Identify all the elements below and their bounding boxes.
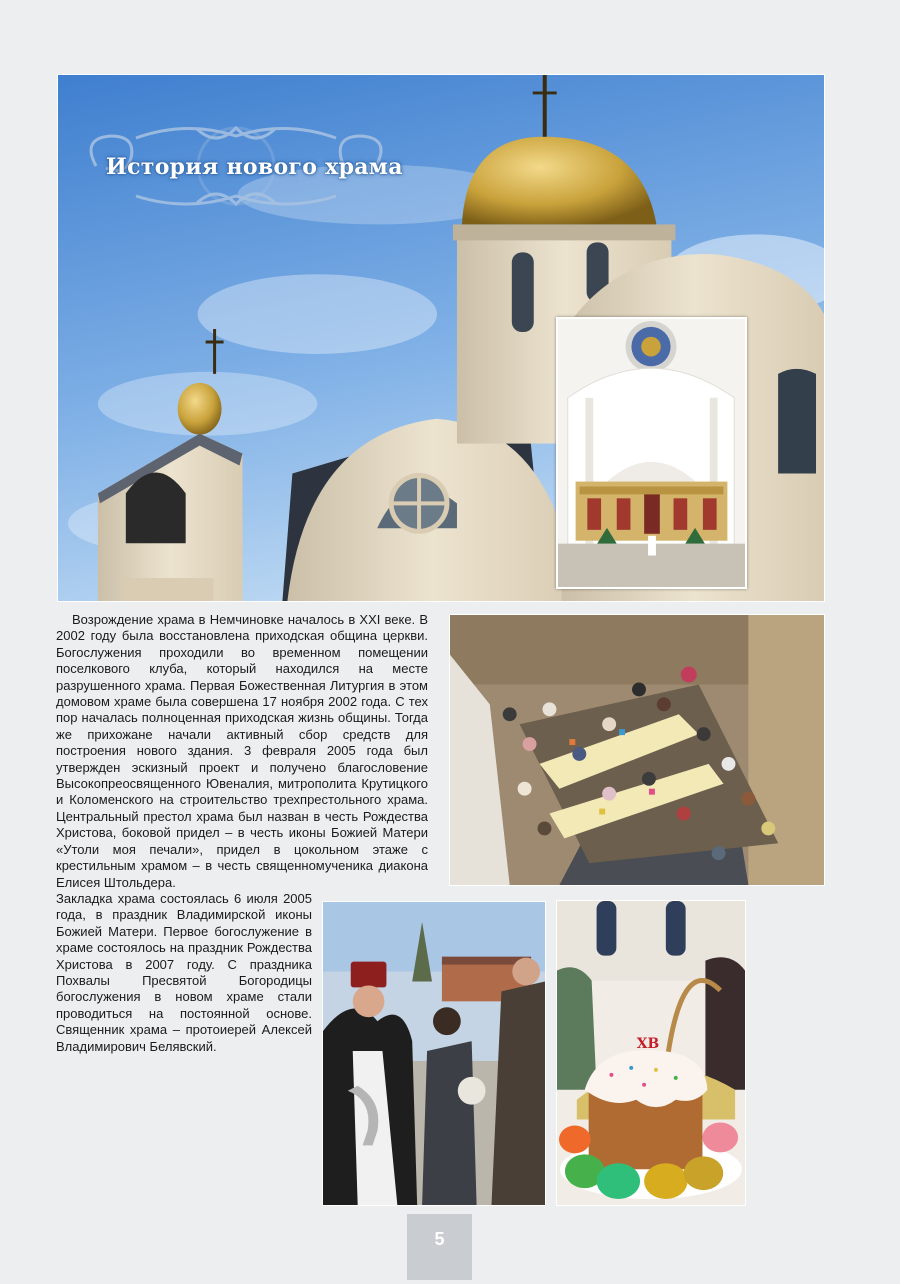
church-interior-photo <box>556 317 747 589</box>
article-paragraph: Возрождение храма в Немчиновке началось в XXI веке. В 2002 году была восстановлена приходская община церкви. Богослужения проходили во временном помещении поселкового клуба, который находился на месте разрушенного храма. Первая Божественная Литургия в этом домовом храме была совершена 17 ноября 2002 года. С тех пор началась полноценная приходская жизнь общины. Тогда же прихожане начали активный сбор средств для построения нового здания. 3 февраля 2005 года был утвержден эскизный проект и получено благословение Высокопреосвященного Ювеналия, митрополита Крутицкого и Коломенского на строительство трехпрестольного храма. Центральный престол храма был назван в честь Рождества Христова, боковой придел – в честь иконы Божией Матери «Утоли моя печали», придел в цокольном этаже с крестильным храмом – в честь священномученика диакона Елисея Штольдера. <box>56 612 428 890</box>
xb-letters-decoration: ХВ <box>636 1036 660 1053</box>
page-number-box <box>407 1214 472 1280</box>
article-paragraph: Закладка храма состоялась 6 июля 2005 года, в праздник Владимирской иконы Божией Матери. Первое богослужение в храме состоялось на праздник Рождества Христова в 2007 году. С праздника Похвалы Пресвятой Богородицы богослужения в новом храме стали проводиться на постоянной основе. Священник храма – протоиерей Алексей Владимирович Белявский. <box>56 890 312 1054</box>
easter-blessing-crowd-photo <box>449 614 825 886</box>
easter-kulich-photo <box>556 900 746 1206</box>
priest-blessing-photo <box>322 901 546 1206</box>
page-title: История нового храма <box>106 154 403 180</box>
page-number: 5 <box>434 1229 445 1249</box>
